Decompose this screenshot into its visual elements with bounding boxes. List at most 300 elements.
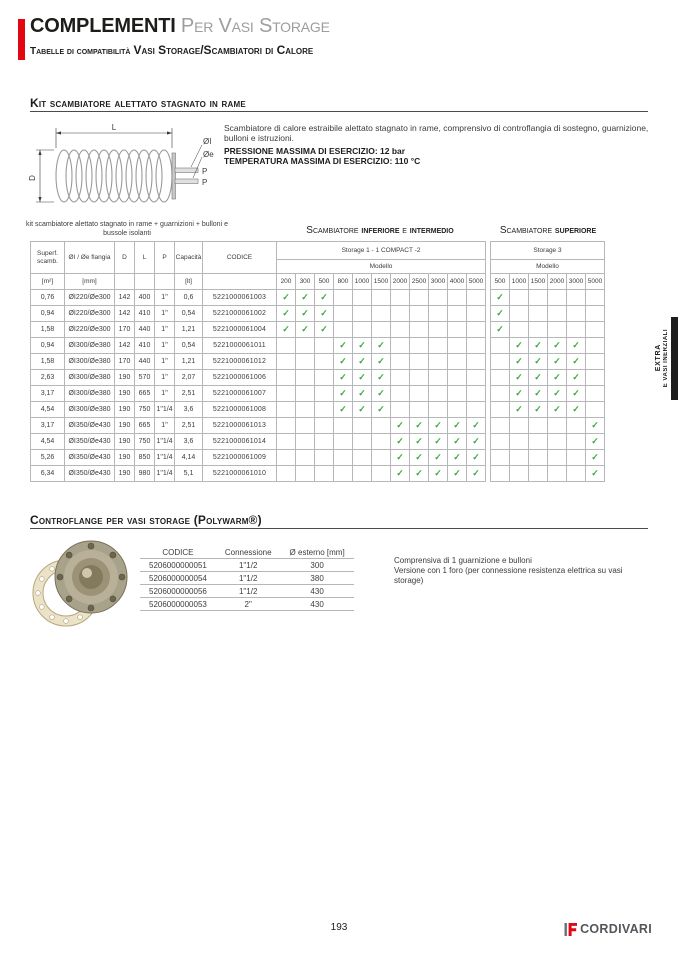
check-icon: ✓ [467,418,486,434]
cell-flangia: ØI300/Øe380 [65,402,115,418]
cell-superf: 4,54 [31,434,65,450]
cell-l: 750 [135,402,155,418]
empty-compat-cell [567,466,586,482]
cell-flangia: ØI220/Øe300 [65,290,115,306]
check-icon: ✓ [353,370,372,386]
title-main: COMPLEMENTI [30,15,176,37]
col-header-codice: CODICE [203,242,277,274]
storage1-label: Storage 1 - 1 COMPACT -2 [277,242,486,260]
empty-compat-cell [277,386,296,402]
empty-compat-cell [315,354,334,370]
empty-compat-cell [467,354,486,370]
unit-d-empty [115,274,135,290]
cell-cap: 0,54 [175,338,203,354]
cell-cap: 0,6 [175,290,203,306]
cell-l: 440 [135,354,155,370]
empty-compat-cell [491,386,510,402]
cell-p: 1" [155,370,175,386]
empty-compat-cell [448,306,467,322]
temperature-spec: TEMPERATURA MASSIMA DI ESERCIZIO: 110 °C [224,156,421,166]
empty-compat-cell [315,434,334,450]
cell-codice: 5206000000053 [140,598,216,611]
empty-compat-cell [296,418,315,434]
cell-l: 850 [135,450,155,466]
flange-disc [55,541,127,613]
compat-row [31,418,605,434]
check-icon: ✓ [296,322,315,338]
dim-label-p2: P [202,178,208,187]
empty-compat-cell [334,450,353,466]
empty-compat-cell [277,338,296,354]
empty-compat-cell [353,466,372,482]
cell-cap: 1,21 [175,322,203,338]
cell-d: 190 [115,418,135,434]
cell-codice: 5221000061003 [203,290,277,306]
check-icon: ✓ [510,386,529,402]
empty-compat-cell [315,370,334,386]
col-header-flangia: ØI / Øe flangia [65,242,115,274]
cell-codice: 5206000000056 [140,585,216,598]
empty-compat-cell [391,386,410,402]
empty-compat-cell [548,306,567,322]
cell-p: 1" [155,322,175,338]
empty-compat-cell [510,306,529,322]
cell-l: 400 [135,290,155,306]
model-size-header: 3000 [429,274,448,290]
empty-compat-cell [491,402,510,418]
empty-compat-cell [277,418,296,434]
cell-codice: 5221000061014 [203,434,277,450]
empty-compat-cell [467,338,486,354]
check-icon: ✓ [491,306,510,322]
section-heading-kit: Kit scambiatore alettato stagnato in rame [30,96,648,112]
empty-compat-cell [391,338,410,354]
model-size-header: 2500 [410,274,429,290]
cell-d: 190 [115,434,135,450]
cell-l: 665 [135,418,155,434]
empty-compat-cell [448,290,467,306]
check-icon: ✓ [334,370,353,386]
cell-superf: 0,94 [31,306,65,322]
flange-row [140,598,354,611]
check-icon: ✓ [491,322,510,338]
empty-compat-cell [467,402,486,418]
empty-compat-cell [448,386,467,402]
cell-connessione: 1"1/2 [216,572,281,585]
check-icon: ✓ [429,450,448,466]
accent-bar [18,19,25,60]
empty-compat-cell [315,466,334,482]
model-size-header: 1500 [372,274,391,290]
flange-col-header: Connessione [216,546,281,559]
cell-p: 1" [155,418,175,434]
check-icon: ✓ [334,386,353,402]
unit-superf: [m²] [31,274,65,290]
empty-compat-cell [429,386,448,402]
empty-compat-cell [510,418,529,434]
cell-l: 570 [135,370,155,386]
cell-codice: 5221000061006 [203,370,277,386]
empty-compat-cell [510,290,529,306]
cell-connessione: 2" [216,598,281,611]
cell-codice: 5221000061013 [203,418,277,434]
empty-compat-cell [529,450,548,466]
flange-table [140,546,354,611]
cell-l: 665 [135,386,155,402]
cell-flangia: ØI350/Øe430 [65,434,115,450]
modello-label-g2: Modello [491,260,605,274]
empty-compat-cell [391,290,410,306]
check-icon: ✓ [448,450,467,466]
cell-connessione: 1"1/2 [216,559,281,572]
cell-cap: 2,07 [175,370,203,386]
empty-compat-cell [334,466,353,482]
storage3-label: Storage 3 [491,242,605,260]
page-title [30,14,330,38]
check-icon: ✓ [410,466,429,482]
empty-compat-cell [429,322,448,338]
page-subtitle [30,41,313,59]
cell-diametro-esterno: 380 [281,572,354,585]
model-size-header: 5000 [467,274,486,290]
cell-superf: 0,76 [31,290,65,306]
empty-compat-cell [391,370,410,386]
model-size-header: 1000 [510,274,529,290]
empty-compat-cell [586,386,605,402]
empty-compat-cell [353,290,372,306]
flange-row [140,559,354,572]
dim-label-oe: Øe [203,150,214,159]
empty-compat-cell [548,466,567,482]
model-size-header: 300 [296,274,315,290]
empty-compat-cell [491,466,510,482]
check-icon: ✓ [391,418,410,434]
check-icon: ✓ [529,402,548,418]
cell-cap: 5,1 [175,466,203,482]
col-header-l: L [135,242,155,274]
check-icon: ✓ [548,354,567,370]
check-icon: ✓ [586,434,605,450]
cell-d: 190 [115,450,135,466]
cell-l: 410 [135,306,155,322]
empty-compat-cell [296,354,315,370]
check-icon: ✓ [548,338,567,354]
empty-compat-cell [567,418,586,434]
compat-row [31,306,605,322]
check-icon: ✓ [586,450,605,466]
cell-p: 1" [155,338,175,354]
cell-connessione: 1"1/2 [216,585,281,598]
flange-row [140,572,354,585]
unit-capacita: [lt] [175,274,203,290]
check-icon: ✓ [372,354,391,370]
cell-d: 170 [115,322,135,338]
check-icon: ✓ [353,386,372,402]
pipe-stub-upper [175,168,198,173]
empty-compat-cell [410,370,429,386]
empty-compat-cell [529,418,548,434]
compat-row [31,402,605,418]
cell-cap: 4,14 [175,450,203,466]
check-icon: ✓ [467,466,486,482]
drawing-caption: kit scambiatore alettato stagnato in rame + guarnizioni + bulloni e bussole isolanti [26,221,228,237]
empty-compat-cell [410,386,429,402]
cell-flangia: ØI350/Øe430 [65,466,115,482]
cell-d: 142 [115,306,135,322]
cell-superf: 3,17 [31,386,65,402]
flange-col-header: Ø esterno [mm] [281,546,354,559]
empty-compat-cell [334,306,353,322]
empty-compat-cell [353,322,372,338]
empty-compat-cell [410,354,429,370]
flange-plate [172,153,176,199]
model-size-header: 500 [491,274,510,290]
empty-compat-cell [372,418,391,434]
check-icon: ✓ [467,434,486,450]
empty-compat-cell [372,466,391,482]
unit-codice-empty [203,274,277,290]
check-icon: ✓ [277,306,296,322]
cell-l: 410 [135,338,155,354]
empty-compat-cell [548,434,567,450]
check-icon: ✓ [334,338,353,354]
cell-flangia: ØI300/Øe380 [65,338,115,354]
heat-exchanger-drawing [26,117,222,219]
check-icon: ✓ [429,434,448,450]
empty-compat-cell [315,338,334,354]
check-icon: ✓ [410,434,429,450]
empty-compat-cell [586,338,605,354]
compat-row [31,466,605,482]
compat-row [31,290,605,306]
note-foro: Versione con 1 foro (per connessione resistenza elettrica su vasi storage) [394,566,623,585]
model-size-header: 200 [277,274,296,290]
cell-codice: 5206000000051 [140,559,216,572]
empty-compat-cell [296,466,315,482]
check-icon: ✓ [410,450,429,466]
check-icon: ✓ [353,354,372,370]
check-icon: ✓ [315,322,334,338]
empty-compat-cell [296,402,315,418]
cell-p: 1" [155,306,175,322]
empty-compat-cell [429,306,448,322]
empty-compat-cell [353,434,372,450]
model-size-header: 1500 [529,274,548,290]
pipe-stub-lower [175,179,198,184]
check-icon: ✓ [548,370,567,386]
cell-cap: 2,51 [175,386,203,402]
model-size-header: 3000 [567,274,586,290]
check-icon: ✓ [448,418,467,434]
empty-compat-cell [429,354,448,370]
empty-compat-cell [410,306,429,322]
empty-compat-cell [467,290,486,306]
check-icon: ✓ [353,402,372,418]
empty-compat-cell [315,402,334,418]
cell-superf: 4,54 [31,402,65,418]
cell-superf: 1,58 [31,322,65,338]
model-size-header: 1000 [353,274,372,290]
empty-compat-cell [410,338,429,354]
check-icon: ✓ [567,370,586,386]
compat-row [31,370,605,386]
compat-row [31,354,605,370]
empty-compat-cell [391,306,410,322]
check-icon: ✓ [448,434,467,450]
empty-compat-cell [567,322,586,338]
unit-p-empty [155,274,175,290]
empty-compat-cell [315,386,334,402]
empty-compat-cell [334,434,353,450]
cell-superf: 0,94 [31,338,65,354]
cell-codice: 5221000061008 [203,402,277,418]
cell-superf: 3,17 [31,418,65,434]
cell-codice: 5221000061010 [203,466,277,482]
compatibility-table [30,241,605,482]
empty-compat-cell [353,306,372,322]
check-icon: ✓ [315,306,334,322]
empty-compat-cell [586,290,605,306]
check-icon: ✓ [391,434,410,450]
empty-compat-cell [315,450,334,466]
empty-compat-cell [586,370,605,386]
compat-row [31,434,605,450]
cell-cap: 1,21 [175,354,203,370]
chapter-label-extra: EXTRA [655,344,662,372]
check-icon: ✓ [529,354,548,370]
empty-compat-cell [410,402,429,418]
cell-p: 1"1/4 [155,450,175,466]
cell-superf: 2,63 [31,370,65,386]
cell-d: 190 [115,466,135,482]
check-icon: ✓ [334,354,353,370]
empty-compat-cell [467,386,486,402]
compat-row [31,338,605,354]
check-icon: ✓ [567,386,586,402]
cell-codice: 5221000061009 [203,450,277,466]
cell-p: 1" [155,386,175,402]
chapter-tab-label [655,312,669,404]
empty-compat-cell [529,290,548,306]
empty-compat-cell [586,322,605,338]
cell-d: 190 [115,370,135,386]
empty-compat-cell [410,290,429,306]
cell-d: 190 [115,402,135,418]
flange-photo-svg [30,537,136,631]
note-guarnizione: Comprensiva di 1 guarnizione e bulloni [394,556,532,565]
subtitle-part2: Vasi Storage/Scambiatori di Calore [133,43,314,57]
empty-compat-cell [586,306,605,322]
empty-compat-cell [529,434,548,450]
empty-compat-cell [467,306,486,322]
empty-compat-cell [567,450,586,466]
empty-compat-cell [491,338,510,354]
empty-compat-cell [334,290,353,306]
empty-compat-cell [548,290,567,306]
empty-compat-cell [277,402,296,418]
empty-compat-cell [529,466,548,482]
empty-compat-cell [277,434,296,450]
check-icon: ✓ [410,418,429,434]
check-icon: ✓ [372,402,391,418]
empty-compat-cell [529,322,548,338]
empty-compat-cell [510,322,529,338]
check-icon: ✓ [510,370,529,386]
flange-notes [394,556,634,586]
empty-compat-cell [334,418,353,434]
empty-compat-cell [491,354,510,370]
empty-compat-cell [296,338,315,354]
check-icon: ✓ [334,402,353,418]
pressure-spec: PRESSIONE MASSIMA DI ESERCIZIO: 12 bar [224,146,406,156]
empty-compat-cell [296,370,315,386]
empty-compat-cell [529,306,548,322]
empty-compat-cell [372,290,391,306]
subtitle-part1: Tabelle di compatibilità [30,46,131,57]
cell-l: 980 [135,466,155,482]
empty-compat-cell [334,322,353,338]
empty-compat-cell [567,290,586,306]
empty-compat-cell [296,450,315,466]
empty-compat-cell [586,354,605,370]
cell-cap: 2,51 [175,418,203,434]
cell-d: 142 [115,290,135,306]
empty-compat-cell [510,466,529,482]
cell-diametro-esterno: 430 [281,585,354,598]
empty-compat-cell [391,402,410,418]
empty-compat-cell [586,402,605,418]
check-icon: ✓ [586,466,605,482]
check-icon: ✓ [567,402,586,418]
empty-compat-cell [277,466,296,482]
check-icon: ✓ [529,338,548,354]
col-header-p: P [155,242,175,274]
empty-compat-cell [372,450,391,466]
cell-p: 1" [155,354,175,370]
empty-compat-cell [467,370,486,386]
compat-row [31,450,605,466]
check-icon: ✓ [315,290,334,306]
check-icon: ✓ [429,466,448,482]
model-size-header: 2000 [548,274,567,290]
check-icon: ✓ [372,386,391,402]
check-icon: ✓ [277,290,296,306]
coil-drawing-svg [26,117,222,219]
cell-flangia: ØI350/Øe430 [65,418,115,434]
cell-flangia: ØI300/Øe380 [65,354,115,370]
unit-l-empty [135,274,155,290]
dim-label-l: L [111,123,117,132]
check-icon: ✓ [429,418,448,434]
check-icon: ✓ [467,450,486,466]
cell-p: 1" [155,290,175,306]
cell-l: 750 [135,434,155,450]
description-text: Scambiatore di calore estraibile alettato stagnato in rame, comprensivo di controflangia di sostegno, guarnizione, bulloni e istruzioni. [224,123,649,143]
check-icon: ✓ [448,466,467,482]
modello-label-g1: Modello [277,260,486,274]
check-icon: ✓ [391,450,410,466]
empty-compat-cell [277,450,296,466]
empty-compat-cell [448,338,467,354]
empty-compat-cell [448,354,467,370]
empty-compat-cell [567,306,586,322]
section-heading-controflange: Controflange per vasi storage (Polywarm®) [30,513,648,529]
chapter-tab-bar [671,317,678,400]
empty-compat-cell [491,418,510,434]
cell-p: 1"1/4 [155,466,175,482]
empty-compat-cell [491,370,510,386]
empty-compat-cell [448,322,467,338]
